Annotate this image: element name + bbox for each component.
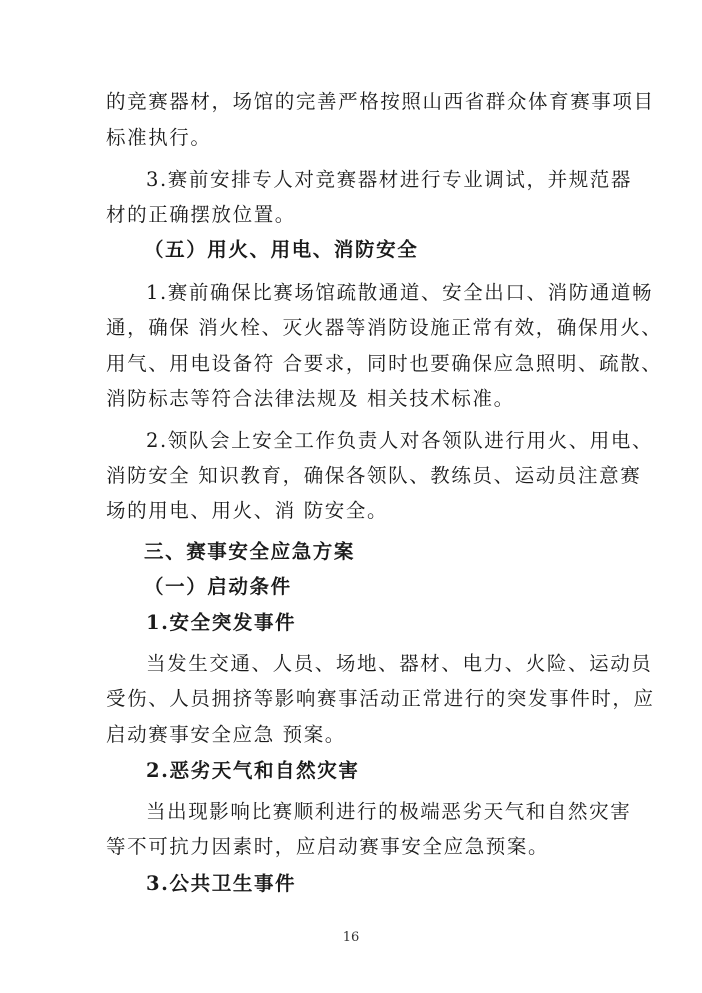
paragraph-line: 场的用电、用火、消 防安全。 xyxy=(106,499,389,522)
paragraph-line: 3.赛前安排专人对竞赛器材进行专业调试，并规范器 xyxy=(146,168,633,191)
paragraph-line: 受伤、人员拥挤等影响赛事活动正常进行的突发事件时，应 xyxy=(106,687,655,710)
section-heading: （一）启动条件 xyxy=(144,575,292,598)
paragraph-line: 当发生交通、人员、场地、器材、电力、火险、运动员 xyxy=(146,652,653,675)
paragraph-line: 标准执行。 xyxy=(106,126,212,149)
paragraph-line: 的竞赛器材，场馆的完善严格按照山西省群众体育赛事项目 xyxy=(106,90,655,113)
subsection-heading: 3.公共卫生事件 xyxy=(146,872,297,895)
paragraph-line: 通，确保 消火栓、灭火器等消防设施正常有效，确保用火、 xyxy=(106,316,663,339)
paragraph-line: 2.领队会上安全工作负责人对各领队进行用火、用电、 xyxy=(146,429,654,452)
paragraph-line: 等不可抗力因素时，应启动赛事安全应急预案。 xyxy=(106,835,550,858)
chapter-heading: 三、赛事安全应急方案 xyxy=(144,540,356,563)
page-number: 16 xyxy=(342,930,360,945)
paragraph-line: 用气、用电设备符 合要求，同时也要确保应急照明、疏散、 xyxy=(106,352,663,375)
subsection-heading: 2.恶劣天气和自然灾害 xyxy=(146,759,360,782)
paragraph-line: 消防安全 知识教育，确保各领队、教练员、运动员注意赛 xyxy=(106,464,642,487)
paragraph-line: 当出现影响比赛顺利进行的极端恶劣天气和自然灾害 xyxy=(146,800,632,823)
subsection-heading: 1.安全突发事件 xyxy=(146,611,297,634)
section-heading: （五）用火、用电、消防安全 xyxy=(144,238,419,261)
paragraph-line: 启动赛事安全应急 预案。 xyxy=(106,723,346,746)
paragraph-line: 1.赛前确保比赛场馆疏散通道、安全出口、消防通道畅 xyxy=(146,281,654,304)
paragraph-line: 消防标志等符合法律法规及 相关技术标准。 xyxy=(106,387,515,410)
paragraph-line: 材的正确摆放位置。 xyxy=(106,203,296,226)
